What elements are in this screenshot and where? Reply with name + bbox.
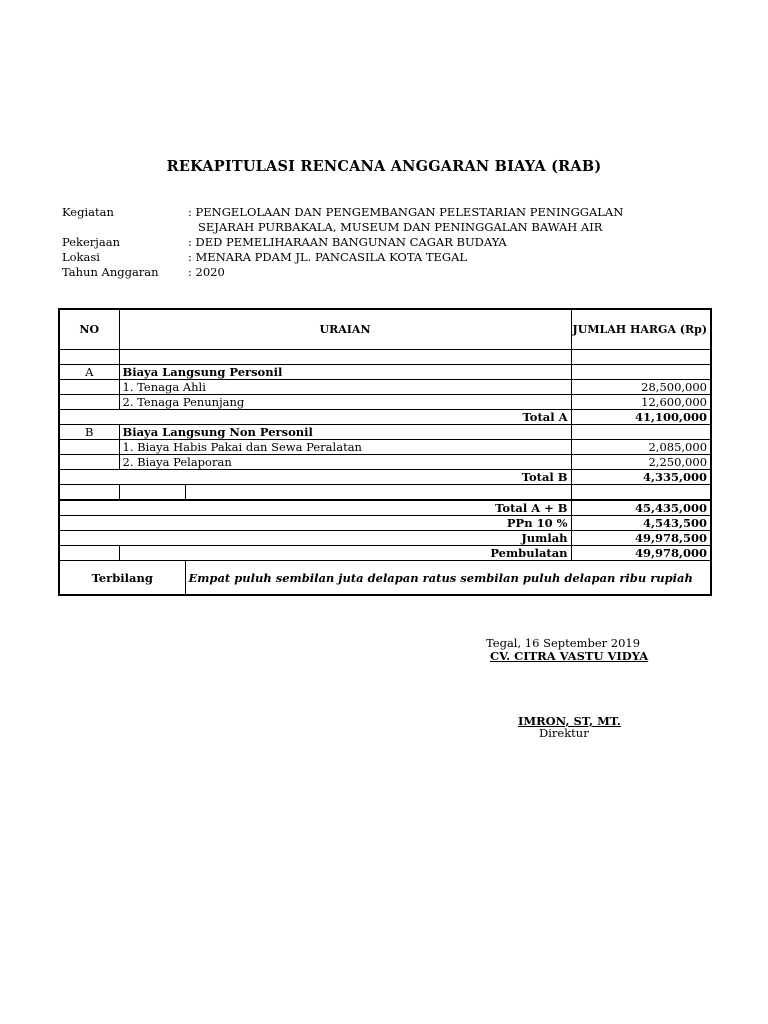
- col-header-uraian: URAIAN: [119, 309, 571, 350]
- ppn-row: [59, 516, 711, 531]
- item-value: 2,250,000: [571, 455, 711, 470]
- tahun-value: : 2020: [188, 265, 225, 279]
- total-b-label: Total B: [59, 470, 571, 485]
- ppn-label: PPn 10 %: [59, 516, 571, 531]
- jumlah-label: Jumlah: [59, 531, 571, 546]
- lokasi-value: : MENARA PDAM JL. PANCASILA KOTA TEGAL: [188, 250, 468, 264]
- section-b-no: B: [59, 425, 119, 440]
- table-header-row: [59, 309, 711, 350]
- pekerjaan-value: : DED PEMELIHARAAN BANGUNAN CAGAR BUDAYA: [188, 235, 507, 249]
- total-a-row: [59, 410, 711, 425]
- col-header-jumlah: JUMLAH HARGA (Rp): [571, 309, 711, 350]
- table-row: [59, 455, 711, 470]
- col-header-no: NO: [59, 309, 119, 350]
- item-value: 28,500,000: [571, 380, 711, 395]
- total-b-row: [59, 470, 711, 485]
- pembulatan-value: 49,978,000: [571, 546, 711, 561]
- document-title: REKAPITULASI RENCANA ANGGARAN BIAYA (RAB): [166, 158, 602, 175]
- section-a-row: [59, 365, 711, 380]
- table-row: [59, 395, 711, 410]
- total-ab-row: [59, 500, 711, 516]
- total-a-label: Total A: [59, 410, 571, 425]
- section-b-title: Biaya Langsung Non Personil: [119, 425, 571, 440]
- item-label: 2. Tenaga Penunjang: [119, 395, 571, 410]
- jumlah-value: 49,978,500: [571, 531, 711, 546]
- total-b-value: 4,335,000: [571, 470, 711, 485]
- table-row: [59, 440, 711, 455]
- total-ab-value: 45,435,000: [571, 500, 711, 516]
- pembulatan-row: [59, 546, 711, 561]
- spacer-row: [59, 350, 711, 365]
- kegiatan-value-cont: SEJARAH PURBAKALA, MUSEUM DAN PENINGGALAN BAWAH AIR: [198, 220, 603, 234]
- item-label: 1. Biaya Habis Pakai dan Sewa Peralatan: [119, 440, 571, 455]
- signatory-name: IMRON, ST, MT.: [518, 714, 621, 728]
- place-date: Tegal, 16 September 2019: [486, 636, 641, 650]
- terbilang-label: Terbilang: [59, 561, 185, 596]
- lokasi-label: Lokasi: [62, 250, 100, 264]
- kegiatan-label: Kegiatan: [62, 205, 114, 219]
- terbilang-row: [59, 561, 711, 596]
- signatory-role: Direktur: [539, 726, 589, 740]
- pembulatan-label: Pembulatan: [119, 546, 571, 561]
- item-label: 2. Biaya Pelaporan: [119, 455, 571, 470]
- item-value: 12,600,000: [571, 395, 711, 410]
- jumlah-row: [59, 531, 711, 546]
- table-row: [59, 380, 711, 395]
- section-a-no: A: [59, 365, 119, 380]
- tahun-label: Tahun Anggaran: [62, 265, 159, 279]
- item-value: 2,085,000: [571, 440, 711, 455]
- ppn-value: 4,543,500: [571, 516, 711, 531]
- terbilang-value: Empat puluh sembilan juta delapan ratus sembilan puluh delapan ribu rupiah: [185, 561, 711, 596]
- pekerjaan-label: Pekerjaan: [62, 235, 120, 249]
- item-label: 1. Tenaga Ahli: [119, 380, 571, 395]
- total-ab-label: Total A + B: [59, 500, 571, 516]
- company-name: CV. CITRA VASTU VIDYA: [490, 649, 649, 663]
- spacer-row: [59, 485, 711, 501]
- kegiatan-value: : PENGELOLAAN DAN PENGEMBANGAN PELESTARIAN PENINGGALAN: [188, 205, 624, 219]
- total-a-value: 41,100,000: [571, 410, 711, 425]
- section-b-row: [59, 425, 711, 440]
- rab-table: [58, 308, 712, 596]
- section-a-title: Biaya Langsung Personil: [119, 365, 571, 380]
